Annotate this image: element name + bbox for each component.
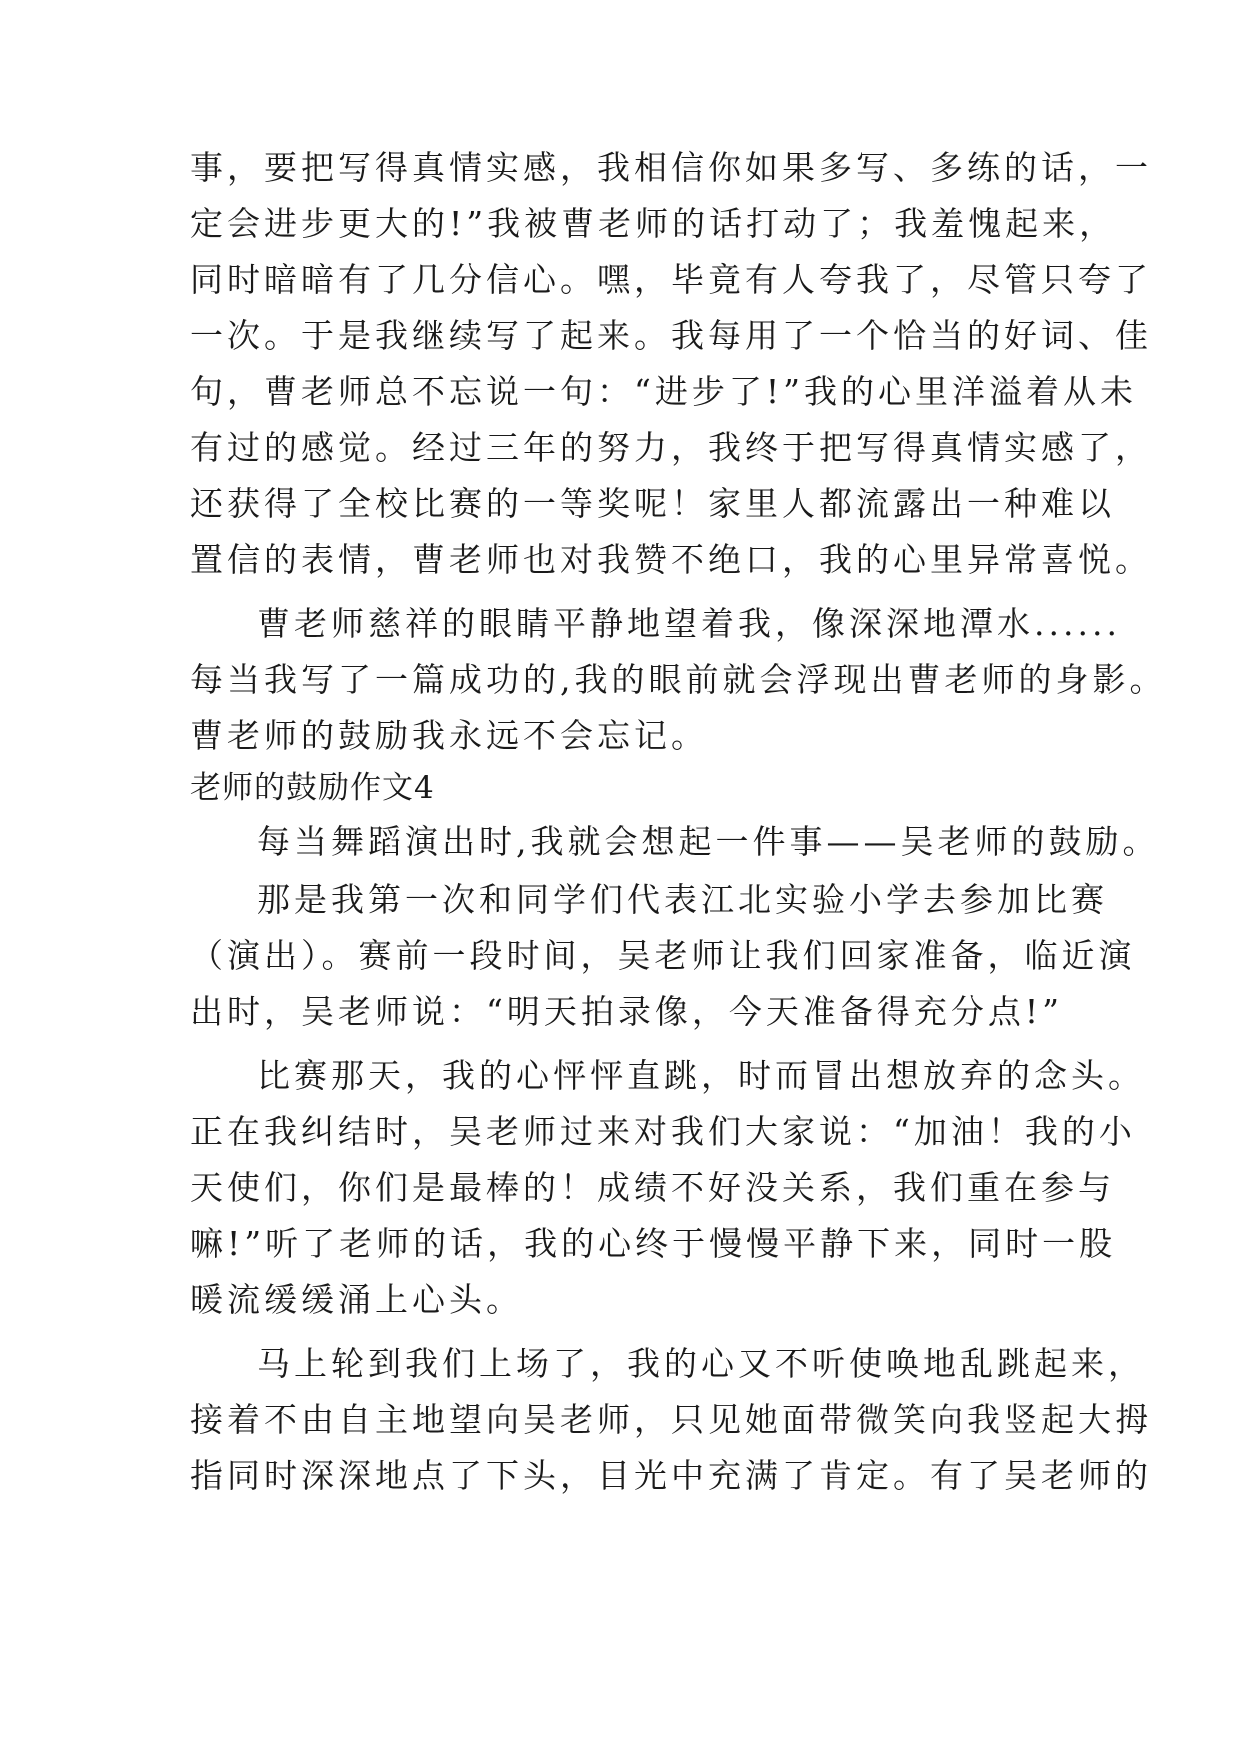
text-line: 指同时深深地点了下头，目光中充满了肯定。有了吴老师的: [190, 1456, 1152, 1495]
text-line: 同时暗暗有了几分信心。嘿，毕竟有人夸我了，尽管只夸了: [190, 260, 1152, 299]
text-line: 事，要把写得真情实感，我相信你如果多写、多练的话，一: [190, 148, 1152, 187]
text-line: 正在我纠结时，吴老师过来对我们大家说：“加油！我的小: [190, 1112, 1136, 1151]
text-line: 句，曹老师总不忘说一句：“进步了!”我的心里洋溢着从未: [190, 372, 1138, 411]
text-line: 马上轮到我们上场了，我的心又不听使唤地乱跳起来，: [257, 1344, 1145, 1383]
text-line: 有过的感觉。经过三年的努力，我终于把写得真情实感了，: [190, 428, 1152, 467]
text-line: 暖流缓缓涌上心头。: [190, 1280, 523, 1319]
text-line: 每当舞蹈演出时,我就会想起一件事——吴老师的鼓励。: [257, 822, 1160, 861]
section-heading: 老师的鼓励作文4: [190, 770, 435, 806]
text-line: 置信的表情，曹老师也对我赞不绝口，我的心里异常喜悦。: [190, 540, 1152, 579]
text-line: 出时，吴老师说：“明天拍录像，今天准备得充分点!”: [190, 992, 1064, 1031]
text-line: 那是我第一次和同学们代表江北实验小学去参加比赛: [257, 880, 1108, 919]
text-line: 一次。于是我继续写了起来。我每用了一个恰当的好词、佳: [190, 316, 1152, 355]
text-line: 曹老师慈祥的眼睛平静地望着我，像深深地潭水......: [257, 604, 1121, 643]
text-line: 每当我写了一篇成功的,我的眼前就会浮现出曹老师的身影。: [190, 660, 1167, 699]
text-line: 嘛!”听了老师的话，我的心终于慢慢平静下来，同时一股: [190, 1224, 1117, 1263]
text-line: 还获得了全校比赛的一等奖呢！家里人都流露出一种难以: [190, 484, 1115, 523]
text-line: 曹老师的鼓励我永远不会忘记。: [190, 716, 708, 755]
text-line: 定会进步更大的!”我被曹老师的话打动了；我羞愧起来，: [190, 204, 1117, 243]
text-line: 比赛那天，我的心怦怦直跳，时而冒出想放弃的念头。: [257, 1056, 1145, 1095]
text-line: 天使们，你们是最棒的！成绩不好没关系，我们重在参与: [190, 1168, 1115, 1207]
text-line: 接着不由自主地望向吴老师，只见她面带微笑向我竖起大拇: [190, 1400, 1152, 1439]
text-line: （演出）。赛前一段时间，吴老师让我们回家准备，临近演: [190, 936, 1136, 975]
